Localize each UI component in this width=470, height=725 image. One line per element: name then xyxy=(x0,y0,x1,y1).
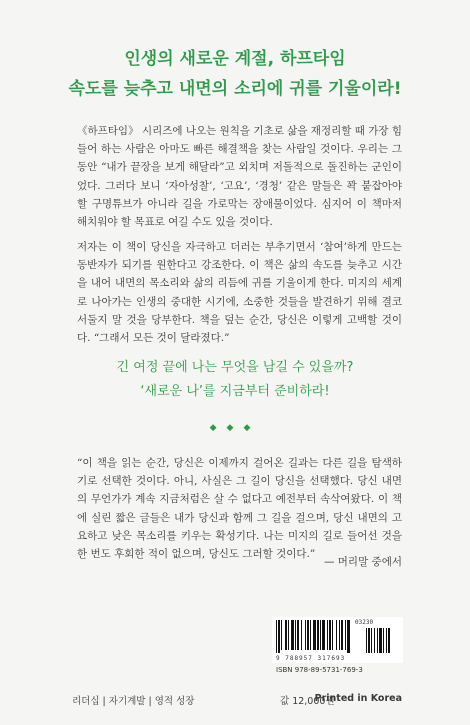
barcode-addon-bar xyxy=(377,628,378,653)
barcode-addon-bar xyxy=(386,628,387,653)
barcode-bar xyxy=(288,620,289,650)
barcode-bar xyxy=(301,620,302,650)
highlight-question: 긴 여정 끝에 나는 무엇을 남길 수 있을까? xyxy=(116,360,354,375)
diamond-divider-icon: ◆◆◆ xyxy=(209,423,261,433)
barcode-bar xyxy=(297,620,299,650)
barcode-bar xyxy=(347,620,350,653)
barcode-bar xyxy=(295,620,296,650)
book-category: 리더십 | 자기계발 | 영적 성장 xyxy=(72,696,195,707)
barcode-bar xyxy=(341,620,343,650)
barcode-bar xyxy=(320,620,321,650)
barcode-addon-bar xyxy=(383,628,384,653)
barcode-addon-bar xyxy=(388,628,390,653)
barcode-bar xyxy=(339,620,340,650)
barcode-bar xyxy=(345,620,346,650)
headline-line-1: 인생의 새로운 계절, 하프타임 xyxy=(124,49,346,69)
barcode-bar xyxy=(310,620,311,650)
barcode-bar xyxy=(285,620,287,650)
barcode-bar xyxy=(276,620,277,653)
barcode-addon-number: 03230 xyxy=(355,619,374,626)
body-paragraph-2: 저자는 이 책이 당신을 자극하고 더러는 부추기면서 ‘참여’하게 만드는 동반자가 되기를 원한다고 강조한다. 이 책은 삶의 속도를 늦추고 시간을 내어 내면의 목소리와 삶의 리듬에 귀를 기울이게 한다. 미지의 세계로 나아가는 인생의 중대한 시기에, 소중한 것들을 발견하기 위해 결코 서둘지 말 것을 당부한다. 책을 덮는 순간, 당신은 이렇게 고백할 것이다. “그래서 모든 것이 달라졌다.” xyxy=(77,241,402,345)
barcode-addon-bar xyxy=(371,628,372,653)
barcode-bar xyxy=(327,620,328,650)
barcode-bar xyxy=(332,620,333,650)
book-price: 값 12,000원 xyxy=(280,696,335,707)
barcode-bars-icon xyxy=(276,620,399,656)
barcode-bar xyxy=(281,620,282,650)
barcode-bar xyxy=(317,620,319,650)
highlight-call-to-action: ‘새로운 나’를 지금부터 준비하라! xyxy=(140,384,330,399)
barcode-bar xyxy=(305,620,306,650)
printed-in-label: Printed in Korea xyxy=(314,693,402,704)
barcode-bar xyxy=(322,620,325,650)
barcode-addon-bar xyxy=(366,628,367,653)
preface-quote: “이 책을 읽는 순간, 당신은 이제까지 걸어온 길과는 다른 길을 탐색하기로 선택한 것이다. 아니, 사실은 그 길이 당신을 선택했다. 당신 내면의 무언가가 계속 지금처럼은 살 수 없다고 예전부터 속삭여왔다. 이 책에 실린 짧은 글들은 내가 당신과 함께 그 길을 걸으며, 당신 내면의 고요하고 낮은 목소리를 키우는 확성기다. 나는 미지의 길로 들어선 것을 한 번도 후회한 적이 없으며, 당신도 그러할 것이다.” xyxy=(77,457,402,561)
quote-attribution: — 머리말 중에서 xyxy=(323,556,402,568)
barcode-bar xyxy=(307,620,309,650)
barcode-ean-number: 9 788957 317693 xyxy=(276,655,346,662)
barcode-bar xyxy=(329,620,331,650)
body-paragraph-1: 《하프타임》 시리즈에 나오는 원칙을 기초로 삶을 재정리할 때 가장 힘들어 하는 사람은 아마도 빠른 해결책을 찾는 사람일 것이다. 우리는 그동안 “내가 끝장을 보게 해달라”고 외치며 저돌적으로 돌진하는 군인이었다. 그러다 보니 ‘자아성찰’, ‘고요’, ‘경청’ 같은 말들은 꽉 붙잡아야 할 구명튜브가 아니라 길을 가로막는 장애물이었다. 심지어 이 책마저 해치워야 할 목표로 여길 수도 있을 것이다. xyxy=(77,125,402,229)
barcode-addon-bar xyxy=(374,628,375,653)
isbn-label: ISBN 978-89-5731-769-3 xyxy=(276,666,363,674)
barcode-addon-bar xyxy=(368,628,370,653)
barcode-bar xyxy=(336,620,337,650)
barcode-addon-bar xyxy=(379,628,382,653)
barcode-bar xyxy=(291,620,294,650)
barcode-bar xyxy=(278,620,280,653)
barcode-bar xyxy=(313,620,316,650)
headline-line-2: 속도를 늦추고 내면의 소리에 귀를 기울이라! xyxy=(68,79,402,99)
